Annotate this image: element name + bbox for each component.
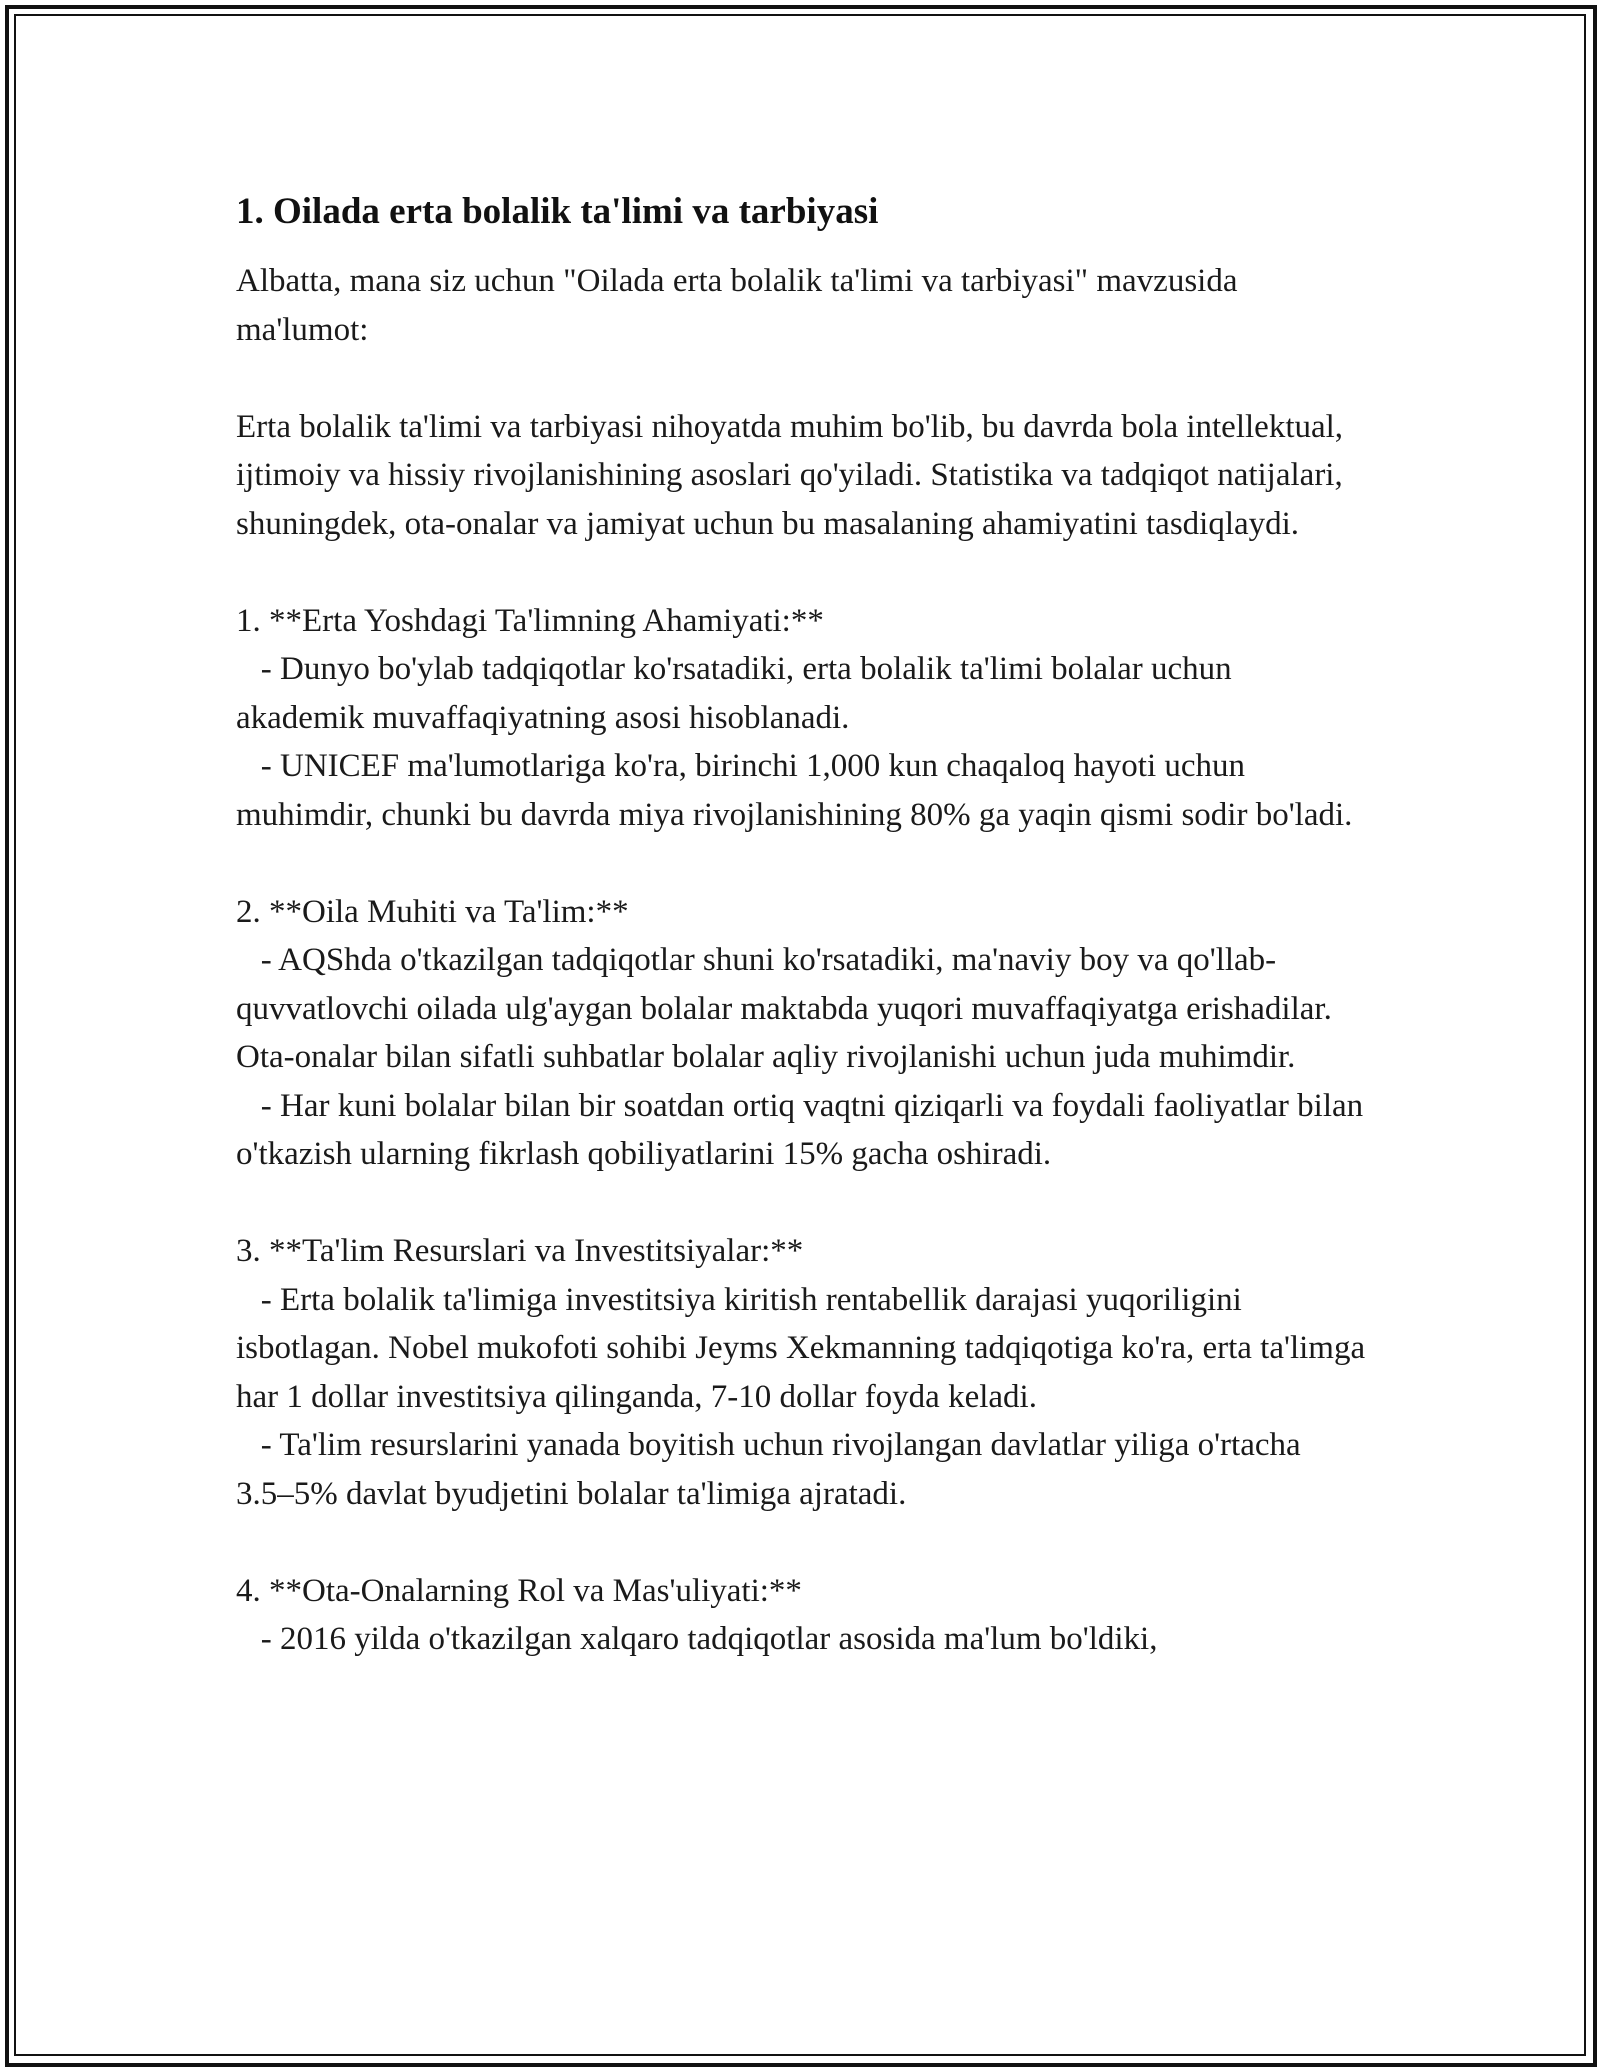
overview-paragraph: Erta bolalik ta'limi va tarbiyasi nihoyatda muhim bo'lib, bu davrda bola intellektual, ijtimoiy va hissiy rivojlanishining asoslari qo'yiladi. Statistika va tadqiqot natijalari, shuningdek, ota-onalar va jamiyat uchun bu masalaning ahamiyatini tasdiqlaydi.: [236, 408, 1352, 542]
section-bullet: - Dunyo bo'ylab tadqiqotlar ko'rsatadiki, erta bolalik ta'limi bolalar uchun akademik muvaffaqiyatning asosi hisoblanadi.: [236, 651, 1240, 736]
intro-paragraph: Albatta, mana siz uchun "Oilada erta bolalik ta'limi va tarbiyasi" mavzusida ma'lumot:: [236, 263, 1246, 348]
section-heading: 1. **Erta Yoshdagi Ta'limning Ahamiyati:**: [236, 602, 824, 639]
section-3: [236, 1227, 1374, 1518]
section-bullet: - AQShda o'tkazilgan tadqiqotlar shuni ko'rsatadiki, ma'naviy boy va qo'llab-quvvatlovchi oilada ulg'aygan bolalar maktabda yuqori muvaffaqiyatga erishadilar. Ota-onalar bilan sifatli suhbatlar bolalar aqliy rivojlanishi uchun juda muhimdir.: [236, 942, 1341, 1075]
section-bullet: - Ta'lim resurslarini yanada boyitish uchun rivojlangan davlatlar yiliga o'rtacha 3.5–5% davlat byudjetini bolalar ta'limiga ajratadi.: [236, 1427, 1309, 1512]
section-heading: 2. **Oila Muhiti va Ta'lim:**: [236, 893, 629, 930]
section-bullet: - Erta bolalik ta'limiga investitsiya kiritish rentabellik darajasi yuqoriligini isbotlagan. Nobel mukofoti sohibi Jeyms Xekmanning tadqiqotiga ko'ra, erta ta'limga har 1 dollar investitsiya qilinganda, 7-10 dollar foyda keladi.: [236, 1281, 1374, 1415]
section-bullet: - UNICEF ma'lumotlariga ko'ra, birinchi 1,000 kun chaqaloq hayoti uchun muhimdir, chunki bu davrda miya rivojlanishining 80% ga yaqin qismi sodir bo'ladi.: [236, 748, 1353, 833]
paragraph-gap: [236, 1518, 1366, 1567]
section-4: [236, 1567, 1366, 1664]
section-bullet: - Har kuni bolalar bilan bir soatdan ortiq vaqtni qiziqarli va foydali faoliyatlar bilan o'tkazish ularning fikrlash qobiliyatlarini 15% gacha oshiradi.: [236, 1087, 1372, 1172]
paragraph-gap: [236, 548, 1366, 597]
document-body: [236, 185, 1374, 1664]
document-title: 1. Oilada erta bolalik ta'limi va tarbiyasi: [236, 191, 879, 232]
paragraph-gap: [236, 1179, 1366, 1228]
section-heading: 3. **Ta'lim Resurslari va Investitsiyalar:**: [236, 1233, 804, 1269]
section-heading: 4. **Ota-Onalarning Rol va Mas'uliyati:**: [236, 1572, 802, 1609]
section-1: [236, 597, 1366, 840]
section-2: [236, 888, 1372, 1179]
section-bullet: - 2016 yilda o'tkazilgan xalqaro tadqiqotlar asosida ma'lum bo'ldiki,: [236, 1621, 1158, 1657]
paragraph-gap: [236, 354, 1366, 403]
paragraph-gap: [236, 839, 1366, 888]
